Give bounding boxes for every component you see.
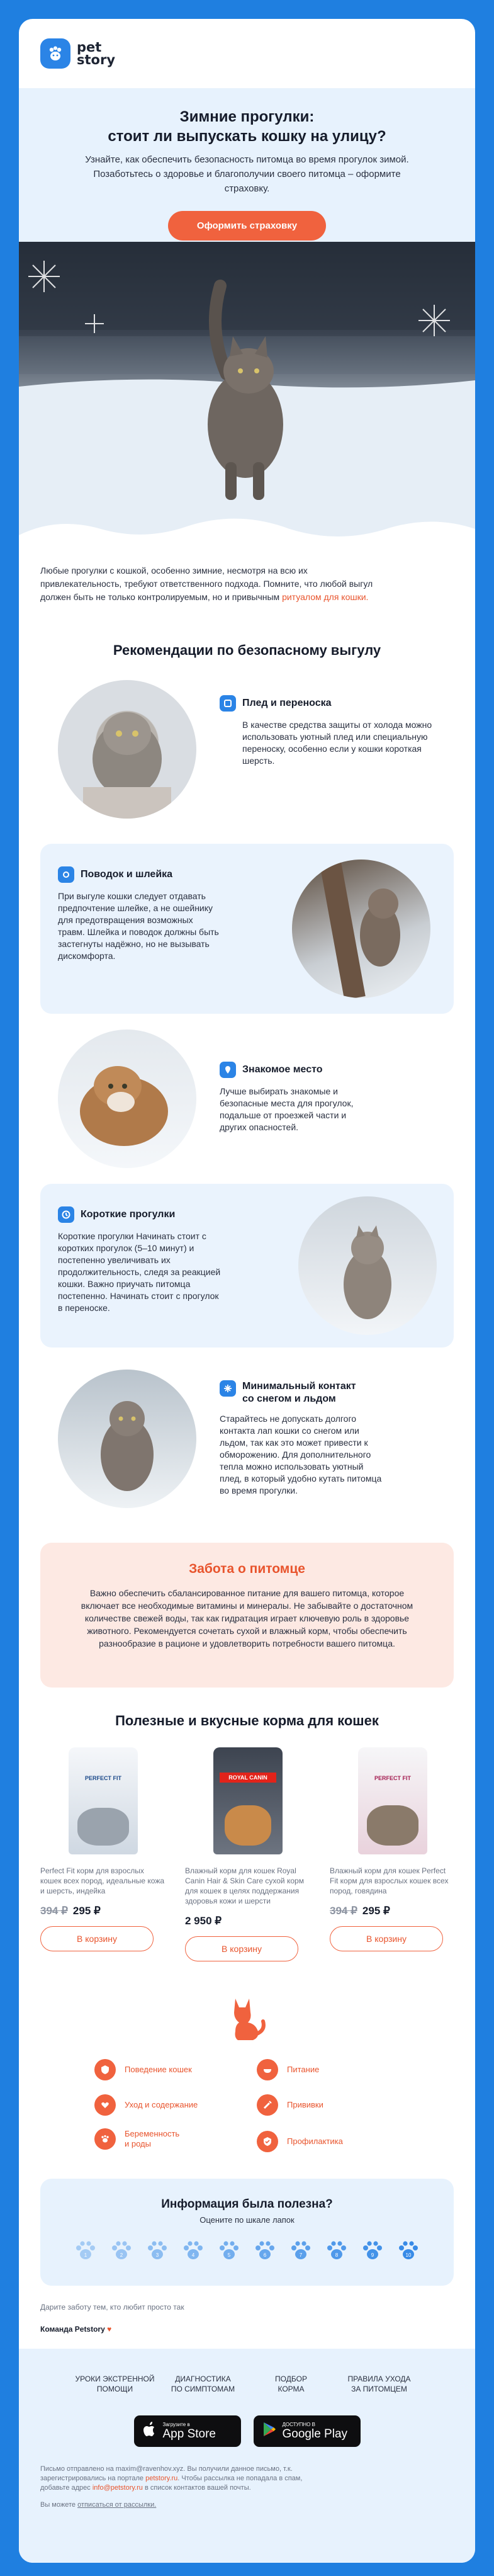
paw-logo-icon [40, 38, 70, 69]
tip-harness-photo [292, 860, 430, 998]
paw-rating-2[interactable] [107, 2238, 136, 2262]
logo[interactable] [40, 38, 115, 69]
paw-icon [286, 2238, 315, 2262]
intro-text: Любые прогулки с кошкой, особенно зимние, несмотря на всю их привлекательность, требуют ответственного подхода. Помните, что любой выгул должен быть не только контролируемым, но и привычным ритуалом для кошки. [40, 565, 373, 602]
tip-short-walks-photo [298, 1196, 437, 1335]
tips-title: Рекомендации по безопасному выгулу [113, 642, 381, 658]
tip-blanket [40, 674, 454, 825]
clock-icon [58, 1206, 74, 1223]
store-badges [19, 2415, 475, 2447]
footer-link[interactable]: УРОКИ ЭКСТРЕННОЙ ПОМОЩИ [75, 2375, 155, 2393]
tip-text: При выгуле кошки следует отдавать предпочтение шлейке, а не ошейнику для предотвращения возможных травм. Шлейка и поводок должны быть застегнуты надёжно, но не вызывать дискомфорта. [58, 891, 219, 961]
tip-blanket-photo [58, 680, 196, 819]
product-card [330, 1747, 456, 1951]
category-link[interactable]: Уход и содержание [94, 2094, 198, 2116]
category-link[interactable]: Прививки [257, 2094, 323, 2116]
category-link[interactable]: Поведение кошек [94, 2059, 192, 2080]
product-price: 394 ₽ 295 ₽ [40, 1905, 101, 1917]
apple-icon [143, 2421, 157, 2441]
hero [19, 88, 475, 548]
rating-block [40, 2179, 454, 2286]
category-link[interactable]: Беременность и роды [94, 2128, 179, 2150]
tip-title: Поводок и шлейка [81, 869, 173, 880]
care-title: Забота о питомце [189, 1562, 305, 1576]
paw-icon [179, 2238, 208, 2262]
footer-link[interactable]: ДИАГНОСТИКА ПО СИМПТОМАМ [171, 2375, 235, 2393]
svg-text:5: 5 [227, 2252, 231, 2258]
portal-link[interactable]: petstory.ru [145, 2475, 178, 2482]
footer-link[interactable]: ПОДБОР КОРМА [275, 2375, 307, 2393]
product-image[interactable]: ROYAL CANIN [213, 1747, 283, 1854]
tip-text: Лучше выбирать знакомые и безопасные места для прогулок, подальше от проезжей части и других опасностей. [220, 1086, 354, 1132]
google-play-button[interactable]: ДОСТУПНО В Google Play [254, 2415, 361, 2447]
product-card [40, 1747, 166, 1951]
header [19, 19, 475, 88]
paw-rating-7[interactable] [286, 2238, 315, 2262]
shield-icon [94, 2059, 116, 2080]
email-link[interactable]: info@petstory.ru [92, 2484, 143, 2492]
product-image[interactable]: PERFECT FIT [69, 1747, 138, 1854]
unsubscribe-link[interactable]: отписаться от рассылки. [77, 2501, 157, 2509]
paw-icon [215, 2238, 244, 2262]
map-pin-icon [220, 1062, 236, 1078]
product-price: 2 950 ₽ [185, 1915, 222, 1927]
footer [19, 2349, 475, 2563]
syringe-icon [257, 2094, 278, 2116]
cat-silhouette-icon [227, 1996, 267, 2045]
paw-icon [94, 2128, 116, 2150]
paw-icon [322, 2238, 351, 2262]
paw-icon [250, 2238, 279, 2262]
paw-rating-8[interactable] [322, 2238, 351, 2262]
care-block [40, 1543, 454, 1688]
get-insurance-button[interactable]: Оформить страховку [168, 211, 326, 241]
svg-text:2: 2 [120, 2252, 123, 2258]
paw-rating-9[interactable] [358, 2238, 387, 2262]
hero-cat-photo [19, 242, 475, 548]
tip-text: В качестве средства защиты от холода можно использовать уютный плед или специальную переноску, особенно если у кошки короткая шерсть. [242, 720, 432, 766]
product-card [185, 1747, 311, 1961]
product-description: Влажный корм для кошек Perfect Fit корм для взрослых кошек всех пород, говядина [330, 1866, 449, 1895]
product-description: Влажный корм для кошек Royal Canin Hair & Skin Care сухой корм для кошек в целях поддержания здоровья кожи и шерсти [185, 1866, 304, 1905]
rating-subtitle: Оцените по шкале лапок [199, 2215, 295, 2225]
hand-heart-icon [94, 2094, 116, 2116]
care-text: Важно обеспечить сбалансированное питание для вашего питомца, которое включает все необходимые витамины и минералы. Не забывайте о достаточном количестве свежей воды, так как гидратация играет ключевую роль в здоровье животного. Рекомендуется сочетать сухой и влажный корм, чтобы обеспечить разнообразие в рационе и удовлетворить потребности вашего питомца. [81, 1588, 413, 1648]
category-link[interactable]: Питание [257, 2059, 319, 2080]
add-to-cart-button[interactable]: В корзину [185, 1936, 298, 1961]
footer-link[interactable]: ПРАВИЛА УХОДА ЗА ПИТОМЦЕМ [347, 2375, 411, 2393]
unsubscribe-text: Вы можете отписаться от рассылки. [40, 2501, 157, 2509]
app-store-button[interactable]: Загрузите в App Store [134, 2415, 241, 2447]
products-title: Полезные и вкусные корма для кошек [115, 1713, 379, 1728]
paw-icon [358, 2238, 387, 2262]
blanket-icon [220, 695, 236, 712]
svg-text:7: 7 [299, 2252, 303, 2258]
svg-text:3: 3 [155, 2252, 159, 2258]
paw-rating-3[interactable] [143, 2238, 172, 2262]
add-to-cart-button[interactable]: В корзину [330, 1926, 443, 1951]
paw-icon [107, 2238, 136, 2262]
product-image[interactable]: PERFECT FIT [358, 1747, 427, 1854]
email-card [19, 19, 475, 2563]
legal-text: Письмо отправлено на maxim@ravenhov.xyz. Вы получили данное письмо, т.к. зарегистрировались на портале petstory.ru. Чтобы рассылка не попадала в спам, добавьте адрес info@petstory.ru в список контактов вашей почты. [40, 2465, 303, 2492]
brand-name: pet story [77, 40, 116, 67]
rating-title: Информация была полезна? [161, 2198, 333, 2211]
hero-lead: Узнайте, как обеспечить безопасность питомца во время прогулок зимой. Позаботьтесь о здоровье и благополучии своего питомца – оформите страховку. [85, 154, 409, 194]
intro-link[interactable]: ритуалом для кошки. [282, 592, 369, 602]
paw-rating-6[interactable] [250, 2238, 279, 2262]
tip-title: Плед и переноска [242, 698, 332, 708]
paw-rating-10[interactable] [394, 2238, 423, 2262]
signoff [40, 2301, 184, 2313]
svg-text:9: 9 [371, 2252, 374, 2258]
paw-icon [394, 2238, 423, 2262]
tip-snow-contact [40, 1360, 454, 1518]
tip-harness [40, 844, 454, 1014]
svg-text:6: 6 [263, 2252, 267, 2258]
svg-text:4: 4 [191, 2252, 195, 2258]
tip-title: Короткие прогулки [81, 1209, 176, 1220]
tip-title: Знакомое место [242, 1064, 323, 1075]
add-to-cart-button[interactable]: В корзину [40, 1926, 154, 1951]
svg-text:8: 8 [335, 2252, 339, 2258]
svg-text:1: 1 [84, 2252, 87, 2258]
paw-rating-5[interactable] [215, 2238, 244, 2262]
tip-snow-photo [58, 1370, 196, 1508]
tip-familiar-place [40, 1026, 454, 1171]
paw-rating-1[interactable] [71, 2238, 100, 2262]
product-price: 394 ₽ 295 ₽ [330, 1905, 390, 1917]
signoff-text: Дарите заботу тем, кто любит просто так [40, 2303, 184, 2312]
hero-title: Зимние прогулки: стоит ли выпускать кошку на улицу? [108, 108, 386, 145]
tip-text: Короткие прогулки Начинать стоит с коротких прогулок (5–10 минут) и постепенно увеличивать их продолжительность, следя за реакцией кошки. Важно приучать питомца постепенно. Начинать стоит с прогулок в переноске. [58, 1231, 221, 1313]
bowl-icon [257, 2059, 278, 2080]
category-link[interactable]: Профилактика [257, 2131, 343, 2152]
heart-icon: ♥ [107, 2325, 112, 2334]
shield-check-icon [257, 2131, 278, 2152]
tip-text: Старайтесь не допускать долгого контакта лап кошки со снегом или льдом, так как это может привести к обморожению. Для дополнительного тепла можно использовать уютный плед, в который удобно кутать питомца во время прогулки. [220, 1414, 382, 1495]
paw-rating-scale [40, 2238, 454, 2262]
google-play-icon [262, 2422, 276, 2441]
tip-title: Минимальный контакт со снегом и льдом [242, 1381, 356, 1404]
tip-short-walks [40, 1184, 454, 1348]
harness-icon [58, 866, 74, 883]
product-description: Perfect Fit корм для взрослых кошек всех пород, идеальные кожа и шерсть, индейка [40, 1866, 165, 1895]
svg-text:10: 10 [405, 2252, 412, 2258]
tip-familiar-photo [58, 1030, 196, 1168]
paw-icon [143, 2238, 172, 2262]
signoff-team: Команда Petstory ♥ [40, 2325, 112, 2334]
footer-links [19, 2349, 475, 2394]
snowflake-icon [220, 1380, 236, 1397]
paw-rating-4[interactable] [179, 2238, 208, 2262]
paw-icon [71, 2238, 100, 2262]
